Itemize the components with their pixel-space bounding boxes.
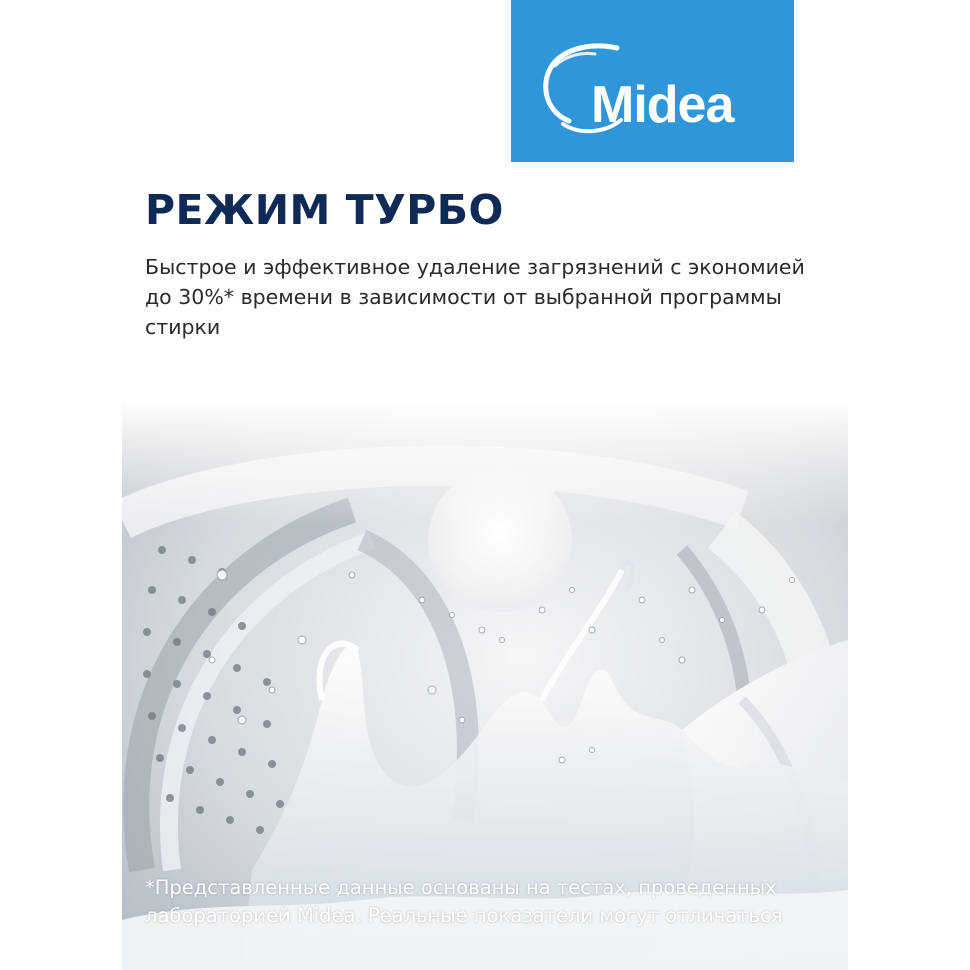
description-line: до 30%* времени в зависимости от выбранной программы [145, 285, 782, 309]
midea-logo [511, 0, 794, 162]
feature-title: РЕЖИМ ТУРБО [145, 186, 504, 234]
description-line: стирки [145, 315, 221, 339]
feature-description [145, 252, 805, 342]
midea-logo-icon [511, 0, 794, 162]
logo-wordmark: Midea [591, 76, 734, 134]
footnote-line: лабораторией Midea. Реальные показатели могут отличаться [145, 904, 783, 927]
footnote-disclaimer [145, 874, 815, 930]
description-line: Быстрое и эффективное удаление загрязнений с экономией [145, 255, 805, 279]
footnote-line: *Представленные данные основаны на тестах, проведенных [145, 876, 777, 899]
